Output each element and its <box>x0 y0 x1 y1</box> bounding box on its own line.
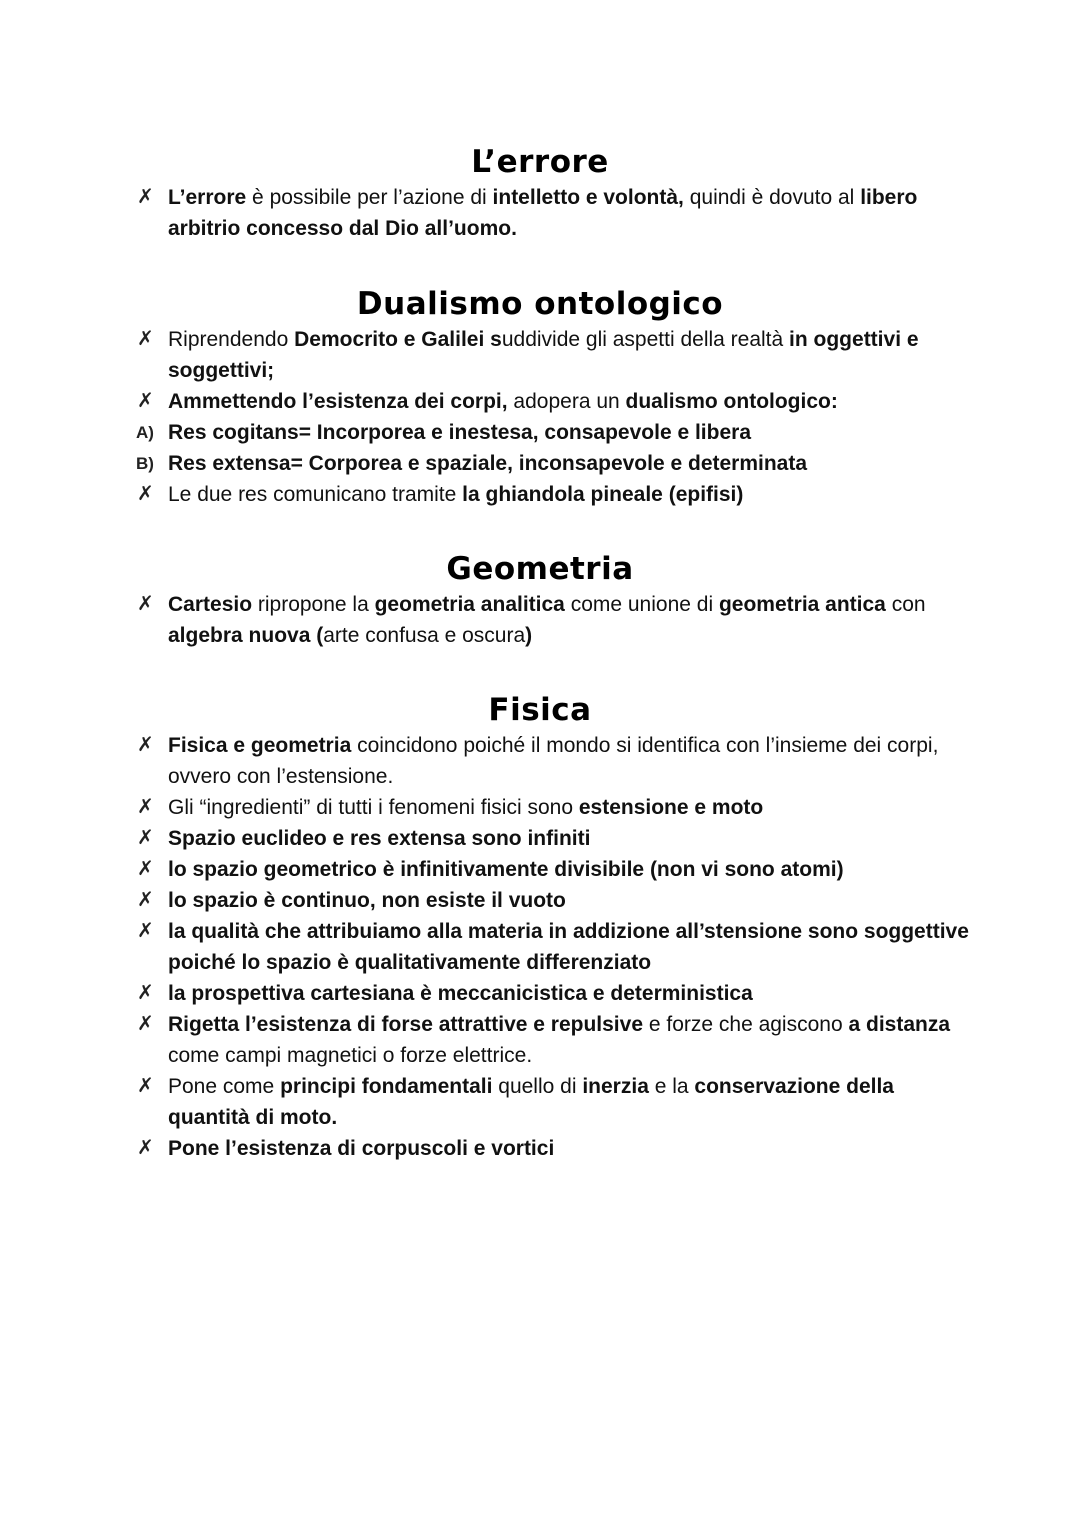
x-mark-icon: ✗ <box>137 328 154 350</box>
list-item <box>0 1071 1080 1133</box>
section-title: L’errore <box>471 144 609 180</box>
x-mark-icon: ✗ <box>137 483 154 505</box>
list-item <box>0 1009 1080 1071</box>
list-item <box>0 386 1080 417</box>
plain-text: Le due res comunicano tramite <box>168 483 463 506</box>
section-title: Dualismo ontologico <box>356 286 724 322</box>
bold-text: Democrito e Galilei s <box>294 328 502 351</box>
plain-text: con <box>885 593 926 616</box>
list-item <box>0 479 1080 510</box>
bold-text: Res cogitans= Incorporea e inestesa, consapevole e libera <box>168 421 751 444</box>
list-item-text <box>168 328 919 382</box>
list-item <box>0 182 1080 244</box>
bold-text: conservazione della quantità di moto. <box>168 1075 894 1129</box>
list-item <box>0 978 1080 1009</box>
plain-text: Gli “ingredienti” di tutti i fenomeni fisici sono <box>168 796 579 819</box>
plain-text: coincidono poiché il mondo si identifica con l’insieme dei corpi, ovvero con l’estensione. <box>168 734 939 788</box>
bold-text: intelletto e volontà, <box>492 186 684 209</box>
list-item-text <box>168 483 743 506</box>
bullet-list <box>0 589 1080 651</box>
list-item <box>0 417 1080 448</box>
plain-text: adopera un <box>507 390 626 413</box>
bold-text: estensione e moto <box>578 796 764 819</box>
bullet-list <box>0 182 1080 244</box>
x-mark-icon: ✗ <box>137 1075 154 1097</box>
x-mark-icon: ✗ <box>137 186 154 208</box>
bold-text: lo spazio è continuo, non esiste il vuoto <box>168 889 566 912</box>
plain-text: e forze che agiscono <box>643 1013 849 1036</box>
bold-text: a distanza <box>848 1013 951 1036</box>
x-mark-icon: ✗ <box>137 734 154 756</box>
list-item <box>0 1133 1080 1164</box>
section-title: Geometria <box>446 551 634 587</box>
list-item <box>0 448 1080 479</box>
list-letter-marker: B) <box>136 454 154 473</box>
list-item-text <box>168 796 763 819</box>
list-item-text <box>168 982 753 1005</box>
list-item <box>0 854 1080 885</box>
x-mark-icon: ✗ <box>137 593 154 615</box>
list-letter-marker: A) <box>136 423 154 442</box>
bold-text: inerzia <box>582 1075 649 1098</box>
list-item <box>0 792 1080 823</box>
list-item-text <box>168 858 844 881</box>
list-item <box>0 589 1080 651</box>
list-item-text <box>168 390 838 413</box>
x-mark-icon: ✗ <box>137 1137 154 1159</box>
section-errore <box>0 142 1080 244</box>
list-item-text <box>168 827 590 850</box>
plain-text: Pone come <box>168 1075 281 1098</box>
x-mark-icon: ✗ <box>137 982 154 1004</box>
plain-text: e la <box>648 1075 695 1098</box>
list-item <box>0 885 1080 916</box>
list-item-text <box>168 889 566 912</box>
list-item-text <box>168 920 969 974</box>
bold-text: la qualità che attribuiamo alla materia in addizione all’stensione sono soggettive poiché lo spazio è qualitativamente differenziato <box>168 920 969 974</box>
bold-text: Ammettendo l’esistenza dei corpi, <box>168 390 508 413</box>
bold-text: principi fondamentali <box>280 1075 493 1098</box>
list-item-text <box>168 1013 950 1067</box>
list-item <box>0 324 1080 386</box>
plain-text: ripropone la <box>252 593 375 616</box>
x-mark-icon: ✗ <box>137 390 154 412</box>
bold-text: geometria analitica <box>374 593 565 616</box>
plain-text: come campi magnetici o forze elettrice. <box>168 1044 533 1067</box>
bullet-list <box>0 324 1080 510</box>
bold-text: la ghiandola pineale (epifisi) <box>462 483 744 506</box>
plain-text: Riprendendo <box>168 328 295 351</box>
bold-text: libero arbitrio concesso dal Dio all’uomo. <box>168 186 918 240</box>
bullet-list <box>0 730 1080 1164</box>
bold-text: ) <box>525 624 533 647</box>
bold-text: algebra nuova ( <box>168 624 324 647</box>
bold-text: geometria antica <box>718 593 886 616</box>
plain-text: arte confusa e oscura <box>323 624 526 647</box>
x-mark-icon: ✗ <box>137 827 154 849</box>
plain-text: come unione di <box>564 593 719 616</box>
x-mark-icon: ✗ <box>137 858 154 880</box>
bold-text: Rigetta l’esistenza di forse attrattive e repulsive <box>168 1013 644 1036</box>
section-title: Fisica <box>488 692 592 728</box>
bold-text: Cartesio <box>168 593 253 616</box>
x-mark-icon: ✗ <box>137 889 154 911</box>
x-mark-icon: ✗ <box>137 920 154 942</box>
list-item-text <box>168 1137 554 1160</box>
list-item-text <box>168 593 926 647</box>
bold-text: Res extensa= Corporea e spaziale, inconsapevole e determinata <box>168 452 808 475</box>
list-item-text <box>168 186 917 240</box>
bold-text: dualismo ontologico: <box>625 390 838 413</box>
list-item-text <box>168 452 807 475</box>
list-item-text <box>168 734 938 788</box>
list-item-text <box>168 421 751 444</box>
plain-text: uddivide gli aspetti della realtà <box>501 328 790 351</box>
section-dualismo-ontologico <box>0 284 1080 510</box>
bold-text: Spazio euclideo e res extensa sono infiniti <box>168 827 591 850</box>
bold-text: la prospettiva cartesiana è meccanicistica e deterministica <box>168 982 753 1005</box>
list-item <box>0 730 1080 792</box>
bold-text: in oggettivi e soggettivi; <box>168 328 919 382</box>
bold-text: lo spazio geometrico è infinitivamente divisibile (non vi sono atomi) <box>168 858 844 881</box>
bold-text: Fisica e geometria <box>168 734 352 757</box>
section-geometria <box>0 549 1080 651</box>
bold-text: L’errore <box>168 186 247 209</box>
list-item-text <box>168 1075 894 1129</box>
plain-text: è possibile per l’azione di <box>246 186 493 209</box>
plain-text: quello di <box>492 1075 583 1098</box>
bold-text: Pone l’esistenza di corpuscoli e vortici <box>168 1137 555 1160</box>
section-fisica <box>0 690 1080 1164</box>
plain-text: quindi è dovuto al <box>683 186 861 209</box>
list-item <box>0 916 1080 978</box>
x-mark-icon: ✗ <box>137 796 154 818</box>
x-mark-icon: ✗ <box>137 1013 154 1035</box>
list-item <box>0 823 1080 854</box>
